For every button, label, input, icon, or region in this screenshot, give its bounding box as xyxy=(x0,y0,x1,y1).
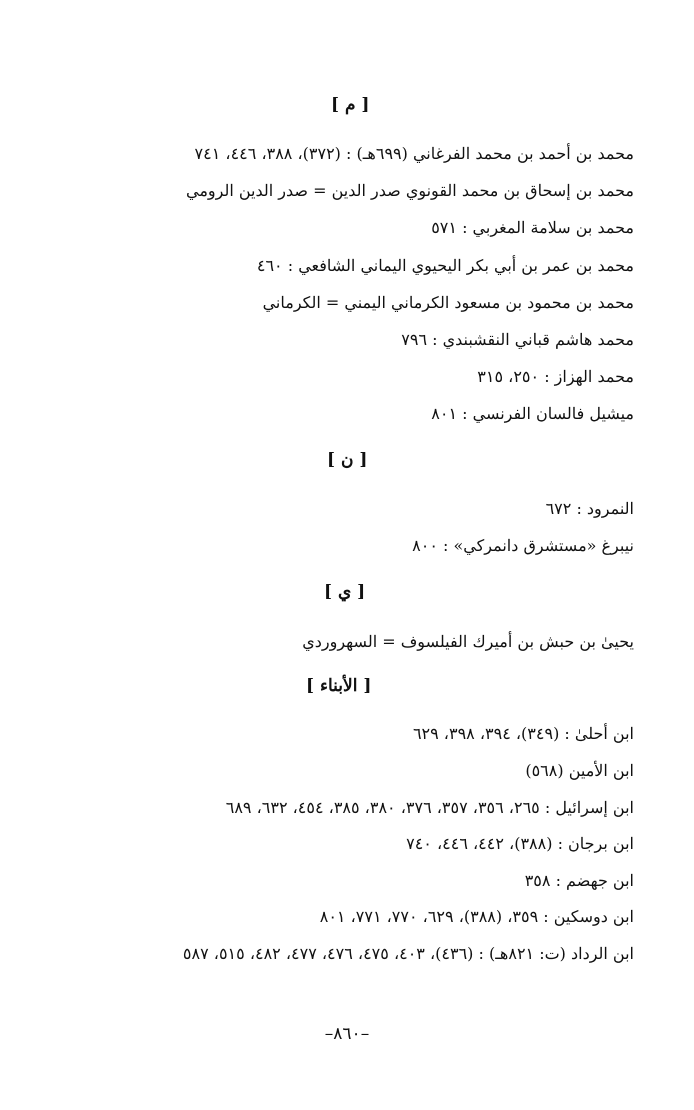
index-entry: ابن الأمين (٥٦٨) xyxy=(525,761,634,780)
index-entry: محمد هاشم قباني النقشبندي : ٧٩٦ xyxy=(401,330,634,349)
page-number: –٨٦٠– xyxy=(324,1024,370,1044)
section-heading-mim: [ م ] xyxy=(331,95,370,115)
index-entry: محمد الهزاز : ٢٥٠، ٣١٥ xyxy=(477,367,634,386)
index-entry: ابن إسرائيل : ٢٦٥، ٣٥٦، ٣٥٧، ٣٧٦، ٣٨٠، ٣٨٥، ٤٥٤، ٦٣٢، ٦٨٩ xyxy=(225,798,634,817)
index-entry: ابن الرداد (ت: ٨٢١هـ) : (٤٣٦)، ٤٠٣، ٤٧٥، ٤٧٦، ٤٧٧، ٤٨٢، ٥١٥، ٥٨٧ xyxy=(182,944,634,963)
section-heading-abna: [ الأبناء ] xyxy=(306,676,372,696)
index-entry: النمرود : ٦٧٢ xyxy=(545,499,634,518)
index-entry: محمد بن عمر بن أبي بكر اليحيوي اليماني الشافعي : ٤٦٠ xyxy=(256,256,634,275)
index-entry: ابن دوسكين : ٣٥٩، (٣٨٨)، ٦٢٩، ٧٧٠، ٧٧١، ٨٠١ xyxy=(319,907,634,926)
index-entry: ميشيل فالسان الفرنسي : ٨٠١ xyxy=(431,404,634,423)
index-entry: محمد بن محمود بن مسعود الكرماني اليمني = الكرماني xyxy=(262,293,634,312)
index-entry: يحيىٰ بن حبش بن أميرك الفيلسوف = السهروردي xyxy=(302,632,634,651)
section-heading-nun: [ ن ] xyxy=(327,450,368,470)
index-entry: ابن برجان : (٣٨٨)، ٤٤٢، ٤٤٦، ٧٤٠ xyxy=(406,834,634,853)
index-entry: محمد بن سلامة المغربي : ٥٧١ xyxy=(431,218,634,237)
section-heading-ya: [ ي ] xyxy=(324,582,366,602)
index-entry: محمد بن أحمد بن محمد الفرغاني (٦٩٩هـ) : (٣٧٢)، ٣٨٨، ٤٤٦، ٧٤١ xyxy=(194,144,634,163)
index-entry: ابن جهضم : ٣٥٨ xyxy=(524,871,634,890)
index-entry: نيبرغ «مستشرق دانمركي» : ٨٠٠ xyxy=(412,536,634,555)
index-entry: محمد بن إسحاق بن محمد القونوي صدر الدين = صدر الدين الرومي xyxy=(185,181,634,200)
index-entry: ابن أحلىٰ : (٣٤٩)، ٣٩٤، ٣٩٨، ٦٢٩ xyxy=(412,724,634,743)
